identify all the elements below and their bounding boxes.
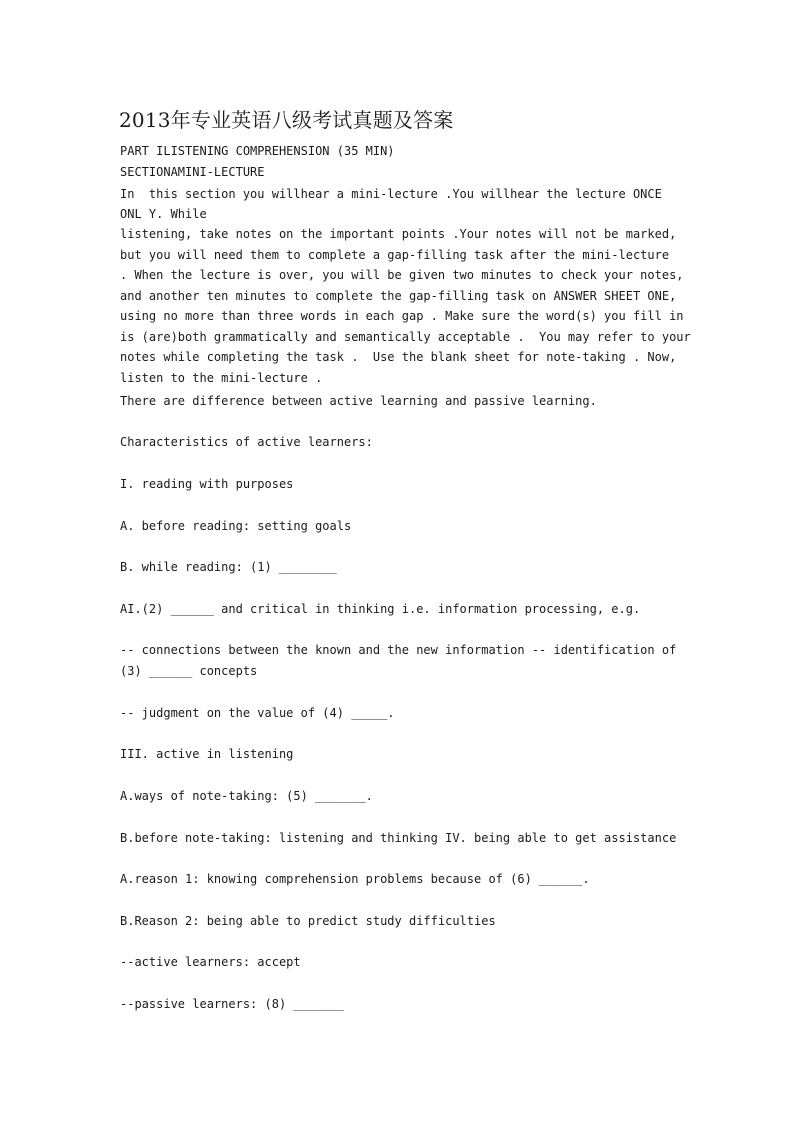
part-heading: PART ILISTENING COMPREHENSION (35 MIN) <box>120 144 395 158</box>
outline-item: A.reason 1: knowing comprehension problems because of (6) ______. <box>120 872 590 886</box>
intro-sentence: There are difference between active learning and passive learning. <box>120 394 597 408</box>
outline-item: (3) ______ concepts <box>120 664 258 678</box>
outline-item: AI.(2) ______ and critical in thinking i.e. information processing, e.g. <box>120 602 641 616</box>
instruction-line: . When the lecture is over, you will be given two minutes to check your notes, <box>120 268 684 282</box>
section-heading: SECTIONAMINI-LECTURE <box>120 165 265 179</box>
outline-item: -- connections between the known and the new information -- identification of <box>120 643 677 657</box>
outline-item: I. reading with purposes <box>120 477 294 491</box>
instruction-line: is (are)both grammatically and semantically acceptable . You may refer to your <box>120 330 691 344</box>
instruction-line: using no more than three words in each gap . Make sure the word(s) you fill in <box>120 309 684 323</box>
outline-item: --active learners: accept <box>120 955 301 969</box>
outline-item: III. active in listening <box>120 747 294 761</box>
instruction-line: listening, take notes on the important points .Your notes will not be marked, <box>120 227 677 241</box>
instruction-line: ONL Y. While <box>120 207 207 221</box>
instruction-line: listen to the mini-lecture . <box>120 371 323 385</box>
instruction-line: In this section you willhear a mini-lecture .You willhear the lecture ONCE <box>120 187 662 201</box>
outline-item: -- judgment on the value of (4) _____. <box>120 706 395 720</box>
outline-item: A. before reading: setting goals <box>120 519 352 533</box>
outline-heading: Characteristics of active learners: <box>120 435 373 449</box>
outline-item: B.before note-taking: listening and thinking IV. being able to get assistance <box>120 831 677 845</box>
document-title: 2013年专业英语八级考试真题及答案 <box>119 108 454 132</box>
instruction-line: but you will need them to complete a gap-filling task after the mini-lecture <box>120 248 670 262</box>
instruction-line: notes while completing the task . Use the blank sheet for note-taking . Now, <box>120 350 677 364</box>
outline-item: B.Reason 2: being able to predict study difficulties <box>120 914 496 928</box>
outline-item: --passive learners: (8) _______ <box>120 997 344 1011</box>
outline-item: A.ways of note-taking: (5) _______. <box>120 789 373 803</box>
outline-item: B. while reading: (1) ________ <box>120 560 337 574</box>
instruction-line: and another ten minutes to complete the gap-filling task on ANSWER SHEET ONE, <box>120 289 677 303</box>
